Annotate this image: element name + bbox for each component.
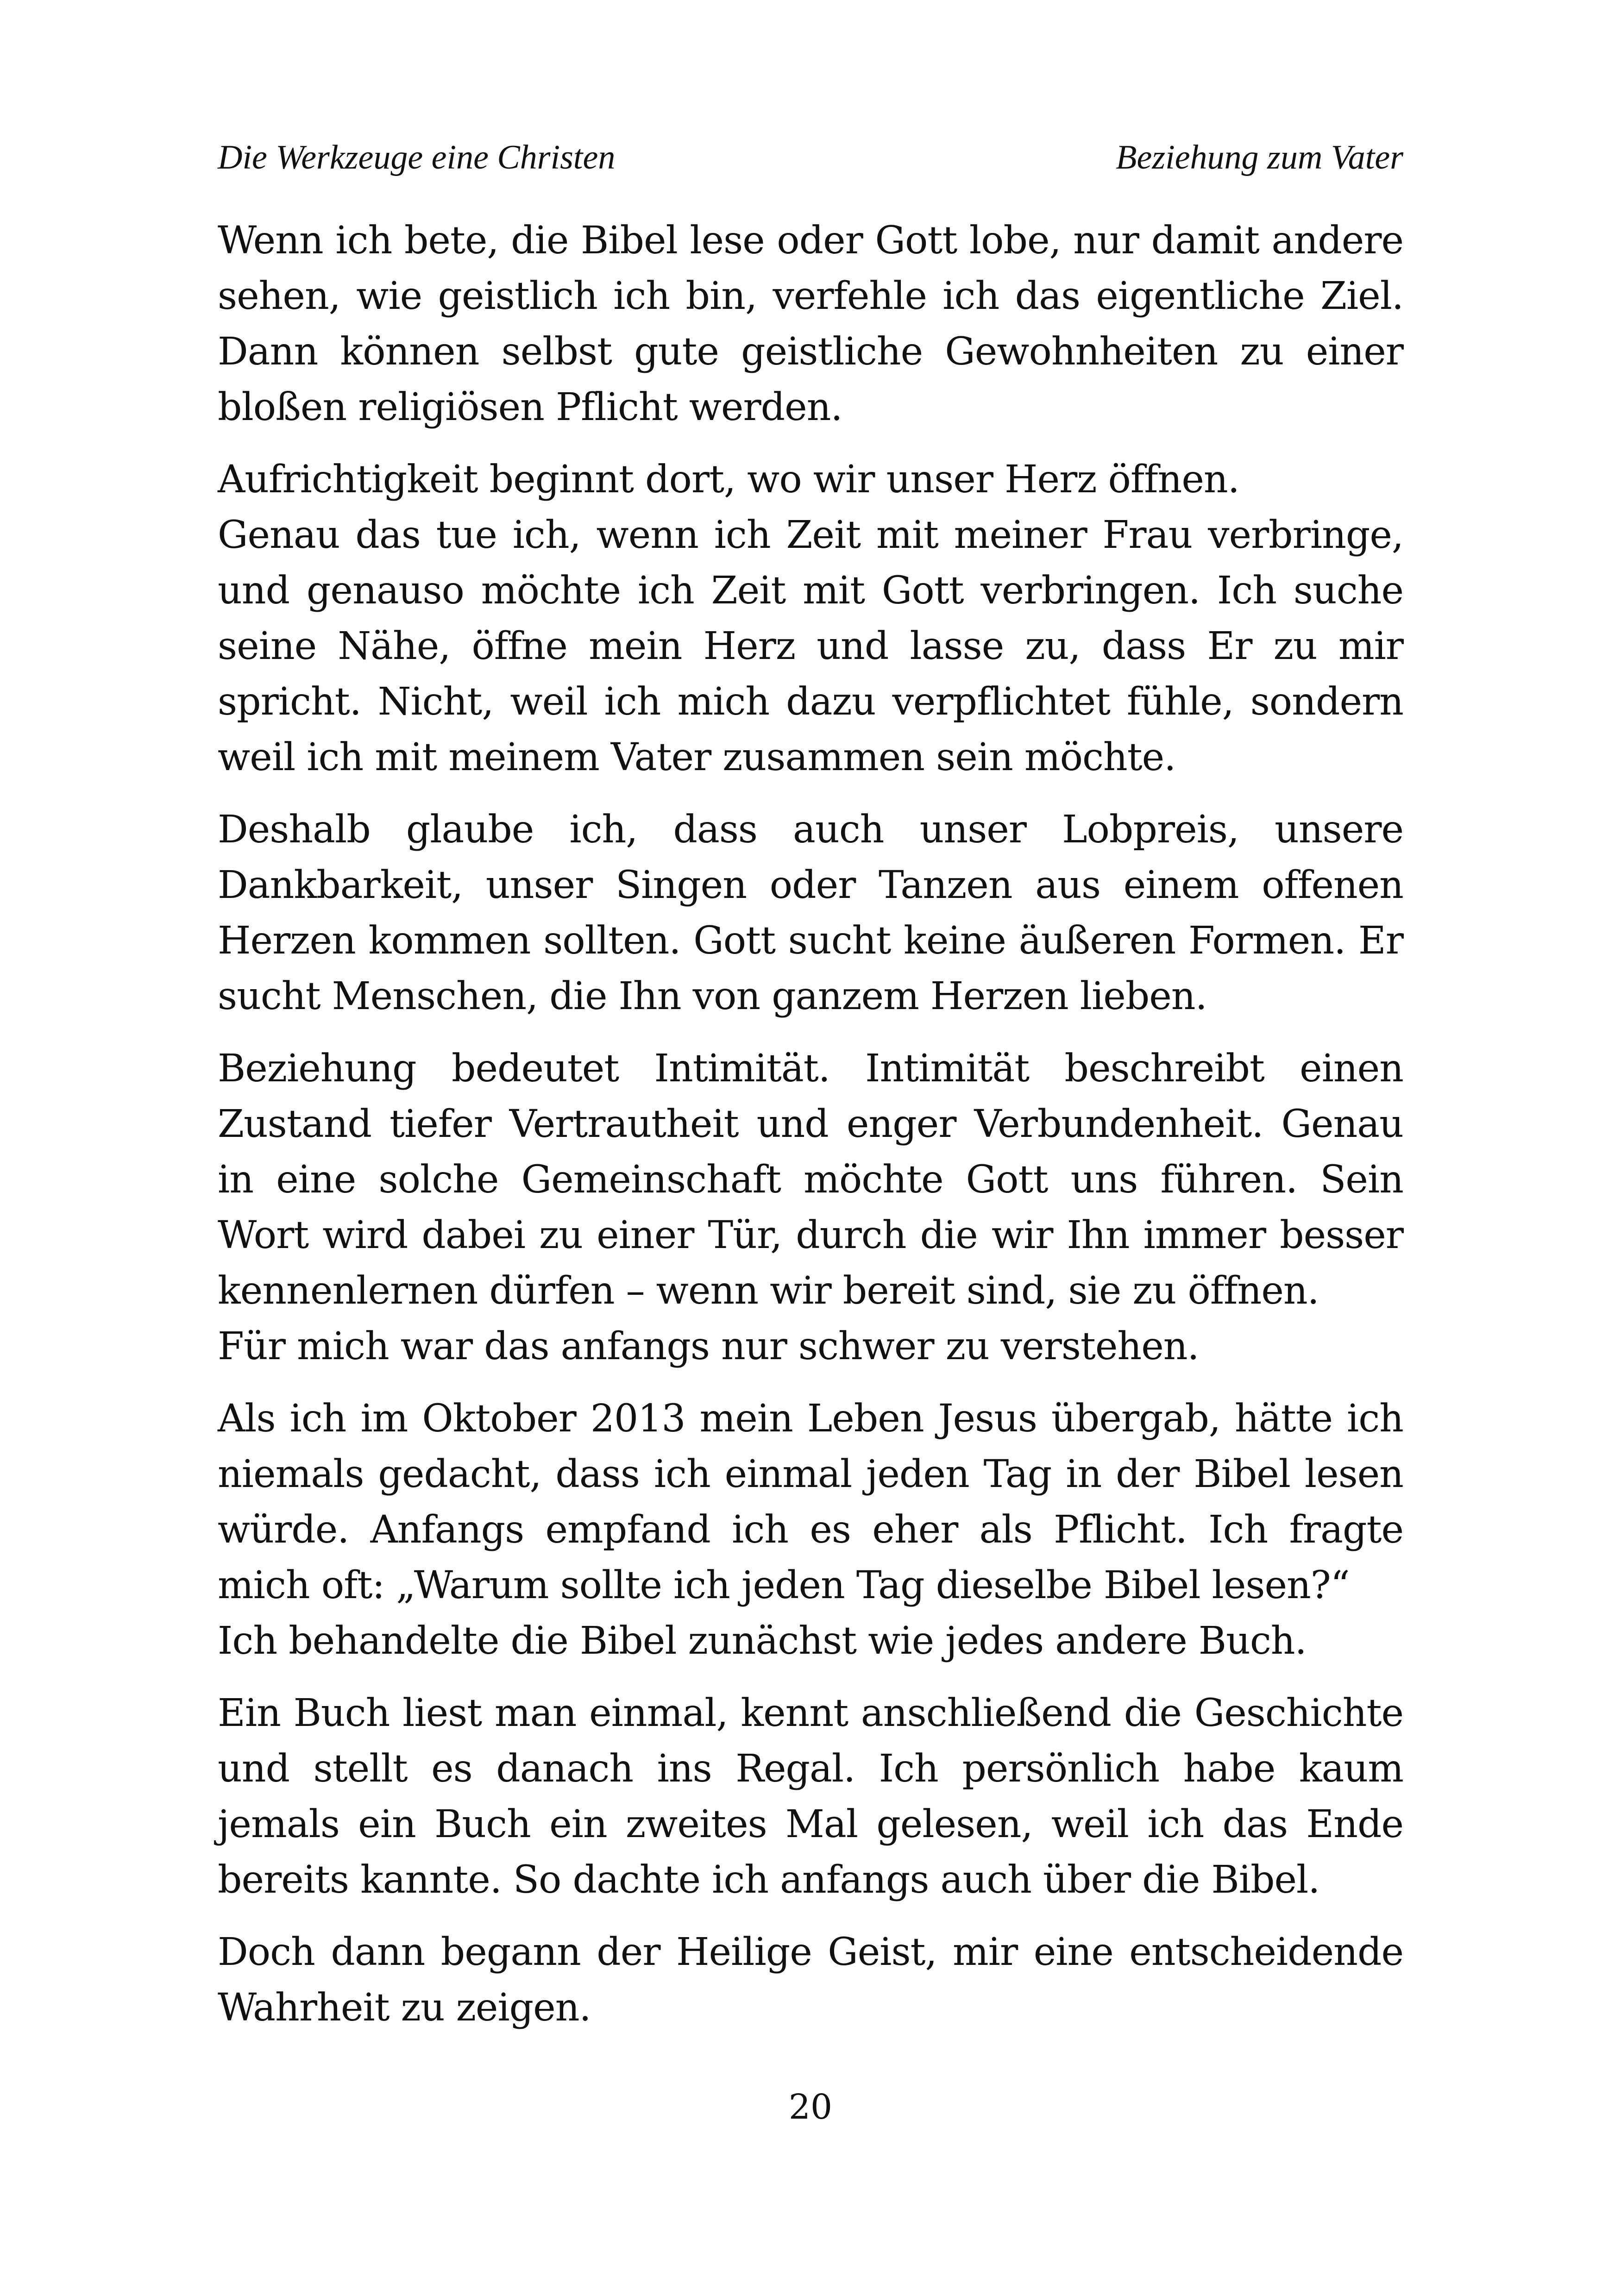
paragraph [218,1391,1403,1669]
header-chapter-title: Beziehung zum Vater [1116,138,1403,176]
paragraph-line: Ein Buch liest man einmal, kennt anschließend die Geschichte und stellt es danach ins Regal. Ich persönlich habe kaum jemals ein Buch ein zweites Mal gelesen, weil ich das Ende bereits kannte. So dachte ich anfangs auch über die Bibel. [218,1691,1403,1902]
running-header [218,132,1403,183]
page-number: 20 [788,2087,833,2127]
paragraph [218,1041,1403,1374]
paragraph [218,452,1403,785]
paragraph-line: Aufrichtigkeit beginnt dort, wo wir unser Herz öffnen. [218,458,1239,502]
paragraph-line: Für mich war das anfangs nur schwer zu verstehen. [218,1324,1199,1368]
paragraph-line: Als ich im Oktober 2013 mein Leben Jesus übergab, hätte ich niemals gedacht, dass ich einmal jeden Tag in der Bibel lesen würde. Anfangs empfand ich es eher als Pflicht. Ich fragte mich oft: „Warum sollte ich jeden Tag dieselbe Bibel lesen?“ [218,1397,1403,1607]
body-text [218,213,1403,2052]
paragraph [218,1925,1403,2036]
paragraph-line: Ich behandelte die Bibel zunächst wie jedes andere Buch. [218,1619,1307,1663]
header-book-title: Die Werkzeuge eine Christen [218,138,616,176]
paragraph [218,213,1403,435]
paragraph-line: Deshalb glaube ich, dass auch unser Lobpreis, unsere Dankbarkeit, unser Singen oder Tanzen aus einem offenen Herzen kommen sollten. Gott sucht keine äußeren Formen. Er sucht Menschen, die Ihn von ganzem Herzen lieben. [218,808,1403,1018]
paragraph-line: Doch dann begann der Heilige Geist, mir eine entscheidende Wahrheit zu zeigen. [218,1930,1403,2030]
paragraph-line: Genau das tue ich, wenn ich Zeit mit meiner Frau verbringe, und genauso möchte ich Zeit mit Gott verbringen. Ich suche seine Nähe, öffne mein Herz und lasse zu, dass Er zu mir spricht. Nicht, weil ich mich dazu verpflichtet fühle, sondern weil ich mit meinem Vater zusammen sein möchte. [218,513,1403,779]
paragraph [218,1686,1403,1908]
paragraph-line: Wenn ich bete, die Bibel lese oder Gott lobe, nur damit andere sehen, wie geistlich ich bin, verfehle ich das eigentliche Ziel. Dann können selbst gute geistliche Gewohnheiten zu einer bloßen religiösen Pflicht werden. [218,219,1403,429]
paragraph-line: Beziehung bedeutet Intimität. Intimität beschreibt einen Zustand tiefer Vertrautheit und enger Verbundenheit. Genau in eine solche Gemeinschaft möchte Gott uns führen. Sein Wort wird dabei zu einer Tür, durch die wir Ihn immer besser kennenlernen dürfen – wenn wir bereit sind, sie zu öffnen. [218,1047,1403,1313]
paragraph [218,802,1403,1024]
